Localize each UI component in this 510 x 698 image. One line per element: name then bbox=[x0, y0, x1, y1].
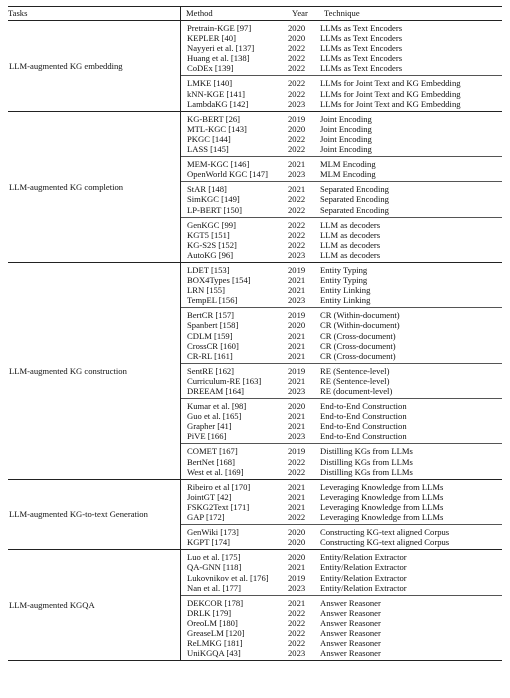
header-tasks: Tasks bbox=[8, 8, 28, 19]
table-row bbox=[181, 99, 502, 109]
category-label: LLM-augmented KG-to-text Generation bbox=[9, 509, 148, 520]
year-cell: 2019 bbox=[288, 310, 306, 321]
technique-cell: LLMs for Joint Text and KG Embedding bbox=[320, 78, 461, 89]
method-cell: KG-BERT [26] bbox=[187, 113, 241, 124]
table-row bbox=[181, 492, 502, 502]
year-cell: 2021 bbox=[288, 184, 306, 195]
method-cell: QA-GNN [118] bbox=[187, 562, 242, 573]
technique-cell: LLMs as Text Encoders bbox=[320, 23, 403, 33]
table-row bbox=[181, 421, 502, 431]
table-row bbox=[181, 628, 502, 638]
year-cell: 2021 bbox=[288, 597, 306, 608]
method-cell: LASS [145] bbox=[187, 144, 229, 155]
method-cell: Curriculum-RE [163] bbox=[187, 375, 262, 386]
method-cell: CoDEx [139] bbox=[187, 63, 234, 74]
method-cell: StAR [148] bbox=[187, 184, 227, 195]
method-cell: LMKE [140] bbox=[187, 78, 233, 89]
method-cell: BertCR [157] bbox=[187, 310, 235, 321]
method-cell: GenWiki [173] bbox=[187, 527, 239, 538]
table-row bbox=[181, 240, 502, 250]
method-cell: Ribeiro et al [170] bbox=[187, 481, 251, 492]
year-cell: 2023 bbox=[288, 431, 306, 442]
table-row bbox=[181, 527, 502, 537]
technique-cell: Separated Encoding bbox=[320, 184, 389, 195]
method-cell: Guo et al. [165] bbox=[187, 411, 242, 422]
technique-cell: Entity Typing bbox=[320, 275, 368, 286]
year-cell: 2021 bbox=[288, 421, 306, 432]
method-group bbox=[181, 398, 502, 443]
technique-cell: Distilling KGs from LLMs bbox=[320, 446, 413, 457]
technique-cell: Entity Linking bbox=[320, 295, 371, 306]
method-cell: AutoKG [96] bbox=[187, 249, 234, 260]
method-cell: West et al. [169] bbox=[187, 466, 244, 477]
year-cell: 2021 bbox=[288, 159, 306, 170]
table-row bbox=[181, 457, 502, 467]
category-block bbox=[8, 550, 502, 660]
table-row bbox=[181, 275, 502, 285]
category-block bbox=[8, 21, 502, 111]
category-rows bbox=[180, 21, 502, 111]
table-row bbox=[181, 33, 502, 43]
technique-cell: Constructing KG-text aligned Corpus bbox=[320, 527, 450, 538]
method-group bbox=[181, 480, 502, 524]
table-row bbox=[181, 431, 502, 441]
method-cell: CrossCR [160] bbox=[187, 340, 239, 351]
table-row bbox=[181, 537, 502, 547]
method-cell: Spanbert [158] bbox=[187, 320, 239, 331]
method-cell: Kumar et al. [98] bbox=[187, 401, 247, 412]
method-group bbox=[181, 217, 502, 262]
method-cell: Nayyeri et al. [137] bbox=[187, 43, 255, 54]
category-block bbox=[8, 112, 502, 262]
method-group bbox=[181, 75, 502, 110]
technique-cell: Separated Encoding bbox=[320, 204, 389, 215]
method-cell: Luo et al. [175] bbox=[187, 552, 241, 563]
technique-cell: LLMs as Text Encoders bbox=[320, 63, 403, 74]
method-cell: TempEL [156] bbox=[187, 295, 238, 306]
table-row bbox=[181, 331, 502, 341]
technique-cell: CR (Cross-document) bbox=[320, 340, 396, 351]
method-cell: MTL-KGC [143] bbox=[187, 123, 247, 134]
year-cell: 2022 bbox=[288, 627, 306, 638]
year-cell: 2019 bbox=[288, 446, 306, 457]
category-rows bbox=[180, 480, 502, 550]
year-cell: 2023 bbox=[288, 169, 306, 180]
method-cell: Huang et al. [138] bbox=[187, 53, 250, 64]
technique-cell: Entity Linking bbox=[320, 285, 371, 296]
table-row bbox=[181, 583, 502, 593]
table-row bbox=[181, 184, 502, 194]
table-row bbox=[181, 573, 502, 583]
method-group bbox=[181, 112, 502, 156]
category-label: LLM-augmented KG completion bbox=[9, 181, 124, 192]
technique-cell: LLMs as Text Encoders bbox=[320, 33, 403, 44]
table-row bbox=[181, 512, 502, 522]
method-cell: DREEAM [164] bbox=[187, 386, 245, 396]
year-cell: 2022 bbox=[288, 466, 306, 477]
method-group bbox=[181, 595, 502, 661]
year-cell: 2021 bbox=[288, 411, 306, 422]
method-cell: GenKGC [99] bbox=[187, 219, 236, 230]
technique-cell: End-to-End Construction bbox=[320, 421, 407, 432]
header-technique: Technique bbox=[324, 8, 360, 19]
year-cell: 2020 bbox=[288, 537, 306, 548]
table-row bbox=[181, 53, 502, 63]
year-cell: 2021 bbox=[288, 275, 306, 286]
method-cell: KEPLER [40] bbox=[187, 33, 236, 44]
table-row bbox=[181, 78, 502, 88]
table-row bbox=[181, 401, 502, 411]
table-header bbox=[8, 7, 502, 20]
year-cell: 2022 bbox=[288, 638, 306, 649]
table-row bbox=[181, 598, 502, 608]
table-row bbox=[181, 285, 502, 295]
year-cell: 2021 bbox=[288, 501, 306, 512]
method-cell: Nan et al. [177] bbox=[187, 582, 241, 593]
category-label: LLM-augmented KG construction bbox=[9, 365, 127, 376]
method-cell: COMET [167] bbox=[187, 446, 238, 457]
method-cell: OpenWorld KGC [147] bbox=[187, 169, 268, 180]
method-cell: CDLM [159] bbox=[187, 330, 233, 341]
category-label: LLM-augmented KGQA bbox=[9, 600, 95, 611]
year-cell: 2019 bbox=[288, 365, 306, 376]
method-cell: BOX4Types [154] bbox=[187, 275, 251, 286]
year-cell: 2023 bbox=[288, 648, 306, 659]
technique-cell: LLMs as Text Encoders bbox=[320, 53, 403, 64]
table-bottom-rule bbox=[8, 660, 502, 661]
method-cell: GreaseLM [120] bbox=[187, 627, 245, 638]
category-rows bbox=[180, 112, 502, 262]
table-row bbox=[181, 265, 502, 275]
technique-cell: RE (document-level) bbox=[320, 386, 393, 396]
table-row bbox=[181, 230, 502, 240]
table-row bbox=[181, 618, 502, 628]
year-cell: 2020 bbox=[288, 23, 306, 33]
year-cell: 2022 bbox=[288, 617, 306, 628]
technique-cell: Leveraging Knowledge from LLMs bbox=[320, 501, 444, 512]
technique-cell: End-to-End Construction bbox=[320, 411, 407, 422]
year-cell: 2023 bbox=[288, 98, 306, 109]
method-cell: SentRE [162] bbox=[187, 365, 235, 376]
year-cell: 2023 bbox=[288, 249, 306, 260]
technique-cell: LLM as decoders bbox=[320, 229, 381, 240]
technique-cell: Entity/Relation Extractor bbox=[320, 572, 407, 583]
technique-cell: LLM as decoders bbox=[320, 219, 381, 230]
table-row bbox=[181, 638, 502, 648]
year-cell: 2022 bbox=[288, 239, 306, 250]
method-cell: DEKCOR [178] bbox=[187, 597, 244, 608]
table-row bbox=[181, 320, 502, 330]
year-cell: 2020 bbox=[288, 123, 306, 134]
method-cell: Lukovnikov et al. [176] bbox=[187, 572, 269, 583]
category-block bbox=[8, 480, 502, 550]
technique-cell: LLM as decoders bbox=[320, 239, 381, 250]
technique-cell: Joint Encoding bbox=[320, 144, 372, 155]
technique-cell: Answer Reasoner bbox=[320, 617, 381, 628]
year-cell: 2021 bbox=[288, 491, 306, 502]
year-cell: 2020 bbox=[288, 33, 306, 44]
year-cell: 2019 bbox=[288, 572, 306, 583]
year-cell: 2019 bbox=[288, 264, 306, 275]
table-row bbox=[181, 608, 502, 618]
method-cell: UniKGQA [43] bbox=[187, 648, 241, 659]
year-cell: 2022 bbox=[288, 63, 306, 74]
year-cell: 2022 bbox=[288, 204, 306, 215]
method-cell: GAP [172] bbox=[187, 512, 225, 523]
table-row bbox=[181, 89, 502, 99]
technique-cell: CR (Within-document) bbox=[320, 310, 400, 321]
method-group bbox=[181, 156, 502, 181]
technique-cell: LLMs for Joint Text and KG Embedding bbox=[320, 88, 461, 99]
table-row bbox=[181, 23, 502, 33]
table-row bbox=[181, 411, 502, 421]
technique-cell: Entity Typing bbox=[320, 264, 368, 275]
table-row bbox=[181, 159, 502, 169]
technique-cell: Leveraging Knowledge from LLMs bbox=[320, 481, 444, 492]
table-row bbox=[181, 376, 502, 386]
method-cell: MEM-KGC [146] bbox=[187, 159, 250, 170]
technique-cell: RE (Sentence-level) bbox=[320, 375, 390, 386]
table-row bbox=[181, 43, 502, 53]
method-cell: KG-S2S [152] bbox=[187, 239, 237, 250]
technique-cell: Answer Reasoner bbox=[320, 638, 381, 649]
table-row bbox=[181, 351, 502, 361]
table-row bbox=[181, 482, 502, 492]
technique-cell: RE (Sentence-level) bbox=[320, 365, 390, 376]
technique-cell: LLMs as Text Encoders bbox=[320, 43, 403, 54]
method-cell: LambdaKG [142] bbox=[187, 98, 249, 109]
method-group bbox=[181, 21, 502, 75]
year-cell: 2021 bbox=[288, 562, 306, 573]
year-cell: 2022 bbox=[288, 607, 306, 618]
method-cell: BertNet [168] bbox=[187, 456, 235, 467]
table-row bbox=[181, 310, 502, 320]
year-cell: 2023 bbox=[288, 386, 306, 396]
year-cell: 2023 bbox=[288, 295, 306, 306]
table-row bbox=[181, 366, 502, 376]
year-cell: 2020 bbox=[288, 527, 306, 538]
category-rows bbox=[180, 263, 502, 479]
method-cell: PiVE [166] bbox=[187, 431, 227, 442]
technique-cell: Distilling KGs from LLMs bbox=[320, 466, 413, 477]
method-cell: SimKGC [149] bbox=[187, 194, 240, 205]
year-cell: 2022 bbox=[288, 219, 306, 230]
technique-cell: Leveraging Knowledge from LLMs bbox=[320, 512, 444, 523]
technique-cell: CR (Cross-document) bbox=[320, 350, 396, 361]
year-cell: 2021 bbox=[288, 340, 306, 351]
method-cell: JointGT [42] bbox=[187, 491, 232, 502]
method-group bbox=[181, 524, 502, 549]
method-cell: Pretrain-KGE [97] bbox=[187, 23, 252, 33]
method-cell: PKGC [144] bbox=[187, 133, 231, 144]
technique-cell: MLM Encoding bbox=[320, 159, 376, 170]
year-cell: 2022 bbox=[288, 78, 306, 89]
year-cell: 2021 bbox=[288, 350, 306, 361]
table-row bbox=[181, 552, 502, 562]
table-body bbox=[8, 21, 502, 661]
technique-cell: Constructing KG-text aligned Corpus bbox=[320, 537, 450, 548]
method-group bbox=[181, 443, 502, 478]
technique-cell: End-to-End Construction bbox=[320, 431, 407, 442]
technique-cell: Answer Reasoner bbox=[320, 607, 381, 618]
method-cell: LP-BERT [150] bbox=[187, 204, 242, 215]
table-row bbox=[181, 648, 502, 658]
category-label: LLM-augmented KG embedding bbox=[9, 60, 123, 71]
method-cell: KGPT [174] bbox=[187, 537, 231, 548]
table-row bbox=[181, 194, 502, 204]
year-cell: 2021 bbox=[288, 375, 306, 386]
technique-cell: Distilling KGs from LLMs bbox=[320, 456, 413, 467]
table-row bbox=[181, 386, 502, 396]
technique-cell: MLM Encoding bbox=[320, 169, 376, 180]
year-cell: 2020 bbox=[288, 320, 306, 331]
year-cell: 2021 bbox=[288, 285, 306, 296]
table-row bbox=[181, 114, 502, 124]
method-cell: FSKG2Text [171] bbox=[187, 501, 250, 512]
technique-cell: CR (Within-document) bbox=[320, 320, 400, 331]
summary-table bbox=[8, 6, 502, 661]
table-row bbox=[181, 467, 502, 477]
table-row bbox=[181, 205, 502, 215]
method-cell: Grapher [41] bbox=[187, 421, 232, 432]
method-cell: kNN-KGE [141] bbox=[187, 88, 245, 99]
technique-cell: LLMs for Joint Text and KG Embedding bbox=[320, 98, 461, 109]
technique-cell: Answer Reasoner bbox=[320, 597, 381, 608]
method-cell: KGT5 [151] bbox=[187, 229, 230, 240]
table-row bbox=[181, 134, 502, 144]
category-rows bbox=[180, 550, 502, 660]
method-cell: LRN [155] bbox=[187, 285, 225, 296]
year-cell: 2021 bbox=[288, 481, 306, 492]
year-cell: 2020 bbox=[288, 552, 306, 563]
year-cell: 2020 bbox=[288, 401, 306, 412]
technique-cell: Answer Reasoner bbox=[320, 627, 381, 638]
method-group bbox=[181, 263, 502, 307]
technique-cell: Joint Encoding bbox=[320, 113, 372, 124]
method-cell: CR-RL [161] bbox=[187, 350, 233, 361]
year-cell: 2019 bbox=[288, 113, 306, 124]
table-row bbox=[181, 502, 502, 512]
technique-cell: Entity/Relation Extractor bbox=[320, 562, 407, 573]
technique-cell: CR (Cross-document) bbox=[320, 330, 396, 341]
year-cell: 2022 bbox=[288, 43, 306, 54]
table-row bbox=[181, 220, 502, 230]
technique-cell: LLM as decoders bbox=[320, 249, 381, 260]
table-row bbox=[181, 250, 502, 260]
technique-cell: Separated Encoding bbox=[320, 194, 389, 205]
year-cell: 2021 bbox=[288, 330, 306, 341]
table-row bbox=[181, 562, 502, 572]
year-cell: 2023 bbox=[288, 582, 306, 593]
technique-cell: Entity/Relation Extractor bbox=[320, 582, 407, 593]
method-group bbox=[181, 181, 502, 216]
method-cell: ReLMKG [181] bbox=[187, 638, 243, 649]
technique-cell: Leveraging Knowledge from LLMs bbox=[320, 491, 444, 502]
method-cell: OreoLM [180] bbox=[187, 617, 238, 628]
table-row bbox=[181, 169, 502, 179]
technique-cell: Joint Encoding bbox=[320, 133, 372, 144]
year-cell: 2022 bbox=[288, 194, 306, 205]
method-cell: LDET [153] bbox=[187, 264, 230, 275]
technique-cell: Entity/Relation Extractor bbox=[320, 552, 407, 563]
header-year: Year bbox=[292, 8, 308, 19]
category-block bbox=[8, 263, 502, 479]
technique-cell: Joint Encoding bbox=[320, 123, 372, 134]
year-cell: 2022 bbox=[288, 229, 306, 240]
year-cell: 2022 bbox=[288, 53, 306, 64]
method-cell: DRLK [179] bbox=[187, 607, 232, 618]
table-row bbox=[181, 341, 502, 351]
year-cell: 2022 bbox=[288, 144, 306, 155]
method-group bbox=[181, 363, 502, 398]
technique-cell: Answer Reasoner bbox=[320, 648, 381, 659]
technique-cell: End-to-End Construction bbox=[320, 401, 407, 412]
year-cell: 2022 bbox=[288, 456, 306, 467]
table-row bbox=[181, 446, 502, 456]
table-row bbox=[181, 295, 502, 305]
method-group bbox=[181, 550, 502, 594]
header-method: Method bbox=[180, 7, 292, 20]
method-group bbox=[181, 307, 502, 362]
year-cell: 2022 bbox=[288, 88, 306, 99]
year-cell: 2022 bbox=[288, 133, 306, 144]
table-row bbox=[181, 63, 502, 73]
table-row bbox=[181, 144, 502, 154]
year-cell: 2022 bbox=[288, 512, 306, 523]
table-row bbox=[181, 124, 502, 134]
